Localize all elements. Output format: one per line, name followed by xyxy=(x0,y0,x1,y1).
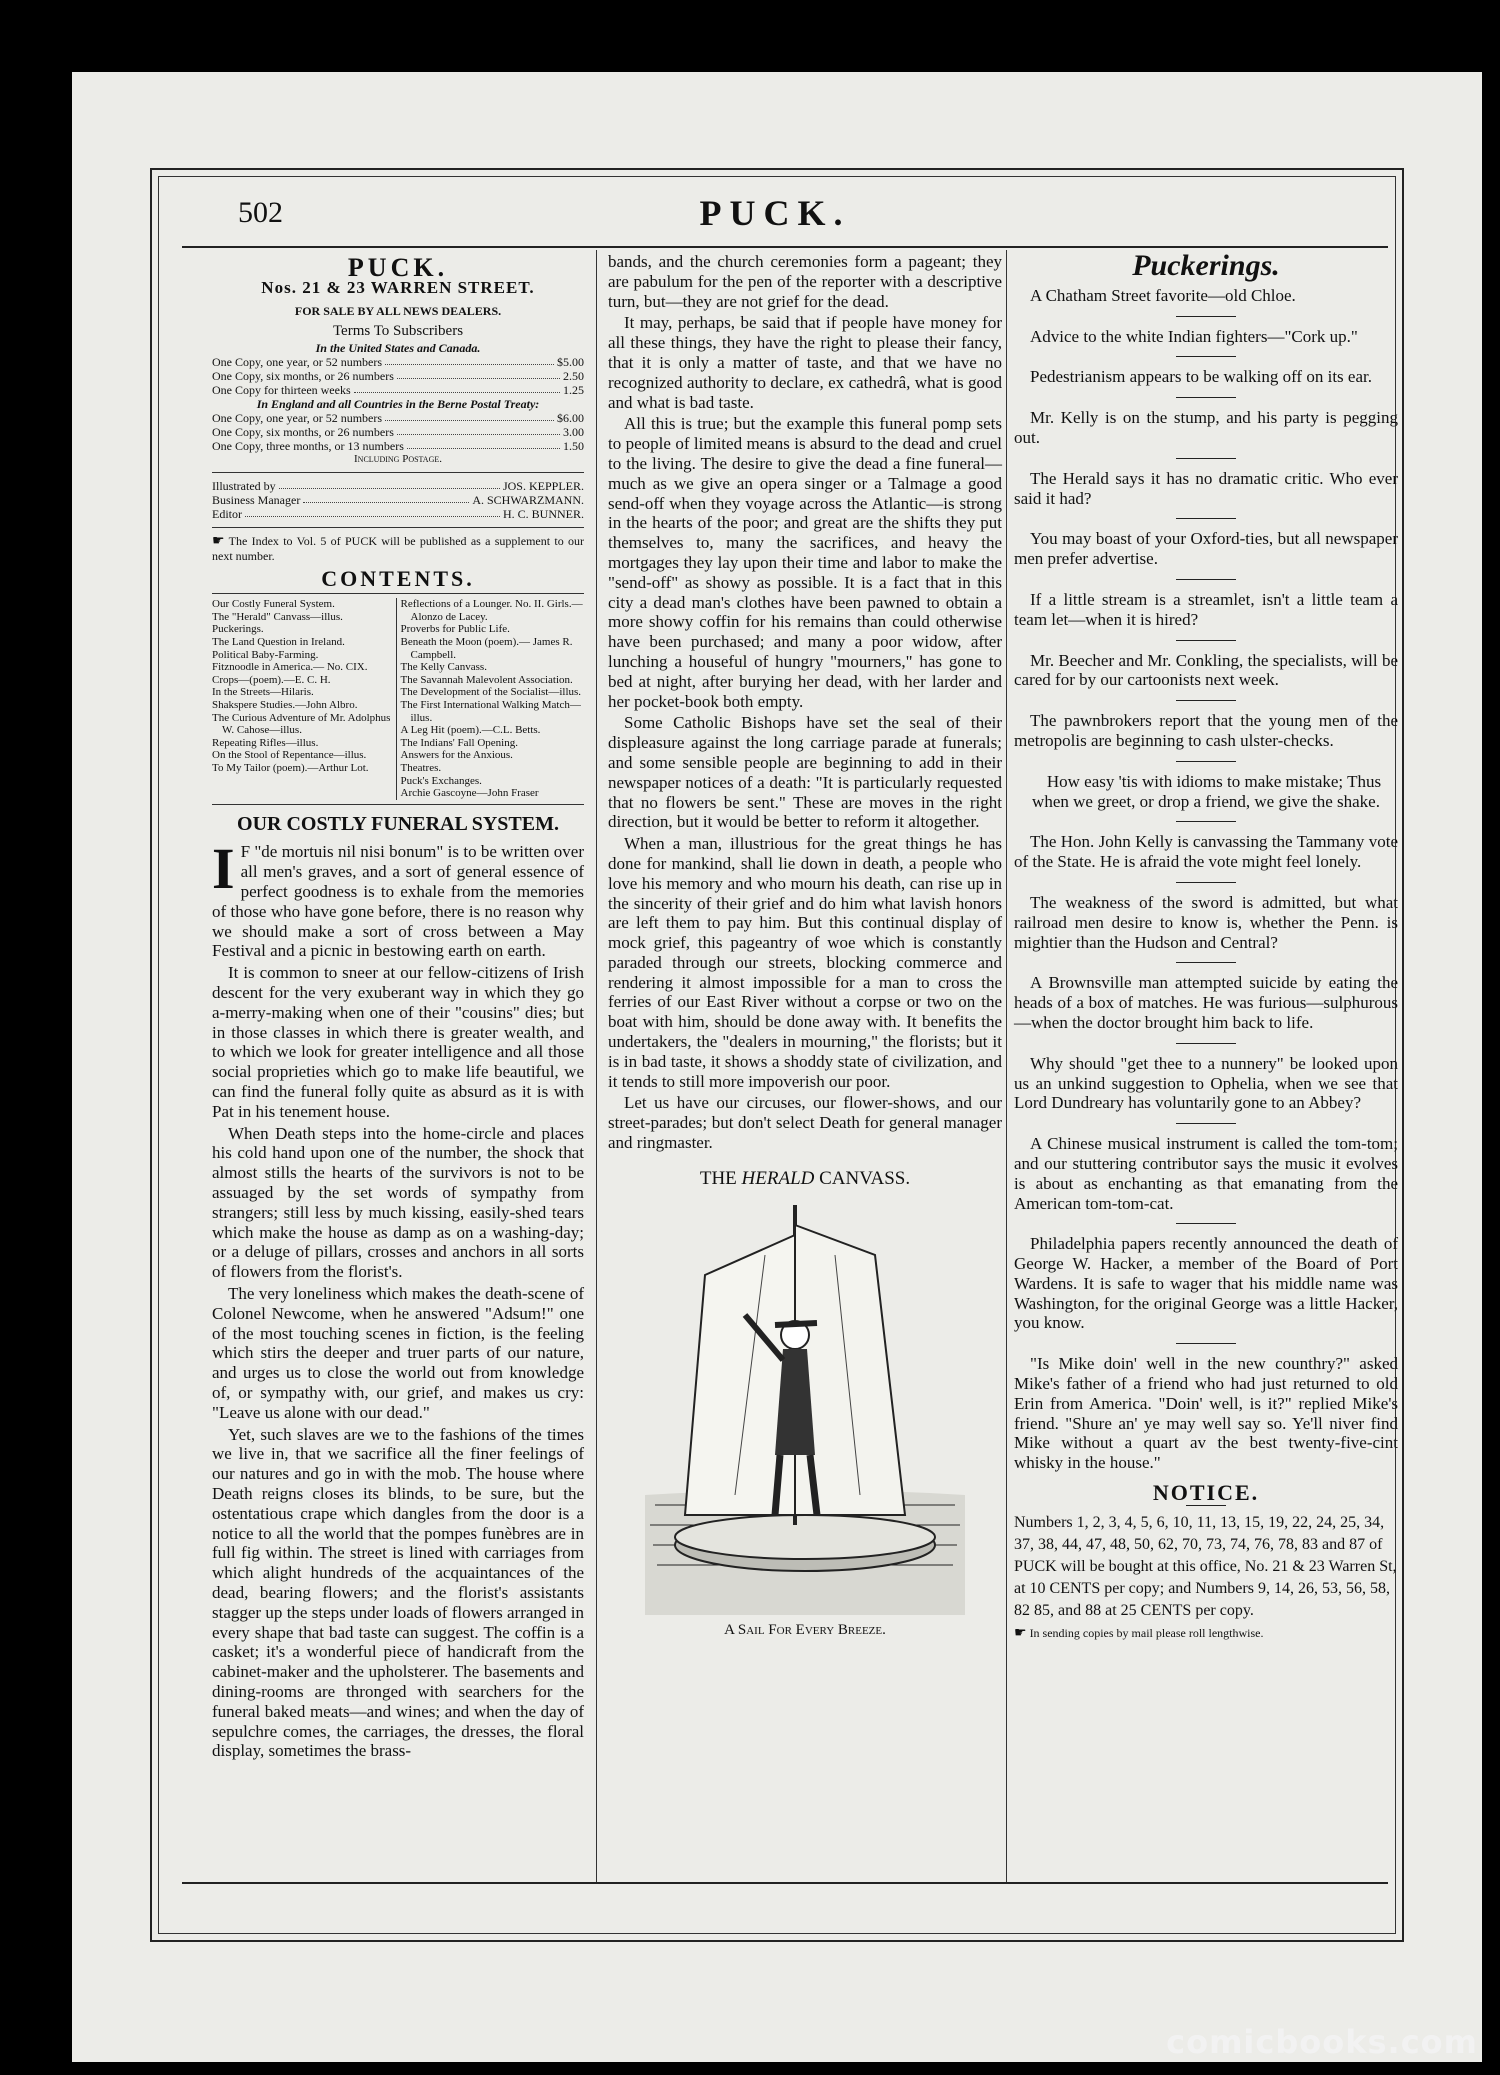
contents-item: The Development of the Socialist—illus. xyxy=(400,686,582,699)
article-paragraph: When Death steps into the home-circle and places his cold hand upon one of the number, the shock that almost stills the hearts of the survivors is not to be assuaged by the set words of sympathy from strangers; still less by much kissing, easily-shed tears which make the house as damp as on a washing-day; or a deluge of pillars, crosses and anchors in all sorts of flowers from the florist's. xyxy=(212,1123,584,1282)
header-rule xyxy=(182,246,1388,248)
row-value: JOS. KEPPLER. xyxy=(502,479,584,494)
puckering-item: If a little stream is a streamlet, isn't a little team a team let—when it is hired? xyxy=(1014,589,1398,629)
article-paragraph: bands, and the church ceremonies form a pageant; they are pabulum for the pen of the reporter with a descriptive turn, but—they are not grief for the dead. xyxy=(608,252,1002,311)
divider xyxy=(1176,1043,1236,1044)
contents-left xyxy=(212,598,396,800)
article-title: OUR COSTLY FUNERAL SYSTEM. xyxy=(237,812,559,835)
contents-right xyxy=(396,598,585,800)
us-price-list xyxy=(212,355,584,397)
divider xyxy=(1186,1505,1226,1506)
contents-title: CONTENTS. xyxy=(321,566,475,592)
divider xyxy=(1176,518,1236,519)
column-2 xyxy=(608,252,1002,1640)
article-paragraph: It may, perhaps, be said that if people have money for all these things, they have the right to please their fancy, that it is only a matter of taste, and that we have no recognized authority to declare, ex cathedrâ, what is good and what is bad taste. xyxy=(608,313,1002,412)
contents-item: In the Streets—Hilaris. xyxy=(212,686,314,699)
terms-heading: Terms To Subscribers xyxy=(332,322,464,339)
contents-item: The Curious Adventure of Mr. Adolphus W. Cahose—illus. xyxy=(212,711,391,737)
article-paragraph: It is common to sneer at our fellow-citizens of Irish descent for the very exuberant way in which they go a-merry-making when one of their "cousins" dies; but in those classes in which there is greater wealth, and to which we look for greater intelligence and all those social proprieties which go to make life beautiful, we can find the funeral folly quite as absurd as it is with Pat in his tenement house. xyxy=(212,963,584,1121)
contents-item: Reflections of a Lounger. No. II. Girls.—Alonzo de Lacey. xyxy=(400,598,583,623)
index-note: ☛ The Index to Vol. 5 of PUCK will be published as a supplement to our next number. xyxy=(212,534,584,564)
contents-item: Fitznoodle in America.— No. CIX. xyxy=(212,661,368,674)
row-value: A. SCHWARZMANN. xyxy=(472,493,584,508)
staff-list xyxy=(212,479,584,521)
divider xyxy=(212,527,584,528)
puckerings-list xyxy=(1014,286,1398,1473)
section-title: Puckerings. xyxy=(1132,249,1280,282)
article-paragraph: Let us have our circuses, our flower-shows, and our street-parades; but don't select Death for general manager and ringmaster. xyxy=(608,1093,1002,1153)
article-paragraph: All this is true; but the example this funeral pomp sets to people of limited means is absurd to the dead and cruel to the living. The desire to give the dead a fine funeral—much as we give an opera singer or a Talmage a good send-off when they voyage across the Atlantic—is strong in the hearts of the poor; and great are the shifts they put themselves to, many the sacrifices, and heavy the mortgages they lay upon their time and labor to make the "send-off" as showy as possible. It is a fact that in this city a dead man's clothes have been pawned to obtain a more showy coffin for his remains than could otherwise have been purchased; and many a poor widow, after lunching a houseful of hungry "mourners," has gone to bed at night, after burying her dead, with her larder and her pocket-book both empty. xyxy=(608,414,1002,711)
divider xyxy=(1176,356,1236,357)
divider xyxy=(1176,1223,1236,1224)
page-number: 502 xyxy=(238,196,283,229)
contents-item: Answers for the Anxious. xyxy=(400,749,513,762)
price-row xyxy=(212,439,584,453)
column-rule-1 xyxy=(596,250,597,1882)
puckering-item: Mr. Kelly is on the stump, and his party is pegging out. xyxy=(1014,408,1398,447)
contents-item: Our Costly Funeral System. xyxy=(212,598,335,611)
contents-item: The Kelly Canvass. xyxy=(400,661,487,674)
divider xyxy=(1176,1343,1236,1344)
puckering-item: Pedestrianism appears to be walking off on its ear. xyxy=(1030,367,1372,387)
puckering-item: The pawnbrokers report that the young men of the metropolis are beginning to cash ulster-checks. xyxy=(1014,711,1398,750)
watermark: comicbooks.com xyxy=(1166,2023,1478,2061)
article-paragraph: Some Catholic Bishops have set the seal of their displeasure against the long carriage parade at funerals; and some sensible people are beginning to add in their newspaper notices of a death: "It is particularly requested that no flowers be sent." These are moves in the right direction, but it would be better to reform it altogether. xyxy=(608,713,1002,832)
price-row xyxy=(212,383,584,397)
row-label: One Copy, three months, or 13 numbers xyxy=(212,439,404,454)
contents-item: Theatres. xyxy=(400,761,442,774)
for-sale: FOR SALE BY ALL NEWS DEALERS. xyxy=(294,303,502,318)
puckering-item: Mr. Beecher and Mr. Conkling, the specialists, will be cared for by our cartoonists next week. xyxy=(1014,650,1398,690)
row-value: H. C. BUNNER. xyxy=(502,507,584,522)
article-paragraph: The very loneliness which makes the death-scene of Colonel Newcome, when he answered "Adsum!" one of the most touching scenes in fiction, is the feeling which stirs the deeper and truer parts of our nature, and urges us to close the world out from knowledge of, or sympathy with, our grief, and makes us cry: "Leave us alone with our dead." xyxy=(212,1284,584,1422)
address: Nos. 21 & 23 WARREN STREET. xyxy=(261,277,535,297)
england-heading: In England and all Countries in the Berne Postal Treaty: xyxy=(256,397,540,412)
divider xyxy=(1176,962,1236,963)
notice-title: NOTICE. xyxy=(1152,1480,1260,1506)
contents-item: The Savannah Malevolent Association. xyxy=(400,673,573,686)
postage-note: Including Postage. xyxy=(354,453,442,466)
puckering-item: Philadelphia papers recently announced the death of George W. Hacker, a member of the Board of Port Wardens. It is safe to wager that his middle name was Washington, for the original George was a little Hacker, you know. xyxy=(1014,1234,1398,1333)
england-price-list xyxy=(212,411,584,453)
contents-item: Proverbs for Public Life. xyxy=(400,623,510,636)
row-label: One Copy for thirteen weeks xyxy=(212,383,351,398)
puckering-item: The Herald says it has no dramatic critic. Who ever said it had? xyxy=(1014,468,1398,508)
price-row xyxy=(212,479,584,493)
pointing-hand-icon: ☛ xyxy=(212,534,225,550)
divider xyxy=(1176,458,1236,459)
masthead: PUCK. xyxy=(699,193,851,233)
column-1 xyxy=(212,252,584,1763)
footer-rule xyxy=(182,1882,1388,1884)
cartoon-illustration xyxy=(645,1195,965,1615)
puckering-item: How easy 'tis with idioms to make mistake; Thus when we greet, or drop a friend, we give the shake. xyxy=(1032,771,1382,811)
contents-table xyxy=(212,593,584,805)
us-canada-heading: In the United States and Canada. xyxy=(315,341,481,356)
price-row xyxy=(212,425,584,439)
page-header xyxy=(170,188,1380,240)
row-value: 2.50 xyxy=(563,369,584,384)
row-label: Illustrated by xyxy=(212,479,276,494)
puckering-item: The Hon. John Kelly is canvassing the Tammany vote of the State. He is afraid the vote might feel lonely. xyxy=(1014,832,1398,872)
row-label: One Copy, six months, or 26 numbers xyxy=(212,425,394,440)
mail-note: ☛ In sending copies by mail please roll lengthwise. xyxy=(1014,1625,1264,1641)
contents-item: Shakspere Studies.—John Albro. xyxy=(212,698,358,711)
divider xyxy=(1176,397,1236,398)
divider xyxy=(1176,761,1236,762)
contents-item: Crops—(poem).—E. C. H. xyxy=(212,673,331,686)
divider xyxy=(1176,316,1236,317)
contents-item: The Land Question in Ireland. xyxy=(212,635,345,648)
drop-cap: I xyxy=(212,836,235,902)
row-value: $5.00 xyxy=(557,355,584,370)
row-value: $6.00 xyxy=(557,411,584,426)
contents-item: Political Baby-Farming. xyxy=(212,648,319,661)
info-title: PUCK. xyxy=(347,253,449,282)
contents-item: Puck's Exchanges. xyxy=(400,774,482,787)
puckering-item: Why should "get thee to a nunnery" be looked upon us an unkind suggestion to Ophelia, when we see that Lord Dundreary has voluntarily gone to an Abbey? xyxy=(1014,1053,1398,1113)
divider xyxy=(1176,821,1236,822)
notice-text: Numbers 1, 2, 3, 4, 5, 6, 10, 11, 13, 15, 19, 22, 24, 25, 34, 37, 38, 44, 47, 48, 50, 62, 70, 73, 74, 76, 78, 83 and 87 of PUCK will be bought at this office, No. 21 & 23 Warren St, at 10 CENTS per copy; and Numbers 9, 14, 26, 53, 56, 58, 82 85, and 88 at 25 CENTS per copy. xyxy=(1014,1513,1397,1619)
divider xyxy=(1176,1123,1236,1124)
divider xyxy=(212,472,584,473)
price-row xyxy=(212,369,584,383)
row-value: 1.50 xyxy=(563,439,584,454)
contents-item: Puckerings. xyxy=(212,623,264,636)
article-paragraph: Yet, such slaves are we to the fashions of the times we live in, that we sacrifice all the finer feelings of our natures and go in with the mob. The house where Death reigns closes its blinds, to be sure, but the ostentatious crape which dangles from the door is a notice to all the world that the pompes funèbres are in full fig within. The street is lined with carriages from which alight hundreds of the acquaintances of the dead, bearing flowers; and the florist's assistants stagger up the steps under loads of flowers arranged in every shape that bad taste can suggest. The coffin is a casket; it's a wonderful piece of handicraft from the cabinet-maker and the upholsterer. The basements and dining-rooms are thronged with searchers for the funeral baked meats—and wines; and when the day of sepulchre comes, the carriages, the dresses, the floral display, sometimes the brass- xyxy=(212,1424,584,1761)
contents-item: Beneath the Moon (poem).— James R. Campbell. xyxy=(400,635,573,661)
price-row xyxy=(212,411,584,425)
puckering-item: "Is Mike doin' well in the new counthry?" asked Mike's father of a friend who had just returned to old Erin from America. "Doin' well, is it?" replied Mike's friend. "Shure an' ye may well say so. Ye'll niver find Mike without a quart av the best twenty-five-cint whisky in the house." xyxy=(1014,1354,1398,1473)
contents-item: The "Herald" Canvass—illus. xyxy=(212,610,343,623)
contents-item: On the Stool of Repentance—illus. xyxy=(212,749,367,762)
divider xyxy=(1176,882,1236,883)
puckering-item: A Chatham Street favorite—old Chloe. xyxy=(1030,285,1296,305)
row-value: 3.00 xyxy=(563,425,584,440)
puckering-item: A Chinese musical instrument is called the tom-tom; and our stuttering contributor says the music it evolves is about as enchanting as that emanating from the American tom-tom-cat. xyxy=(1014,1134,1398,1213)
row-value: 1.25 xyxy=(563,383,584,398)
price-row xyxy=(212,493,584,507)
row-label: One Copy, one year, or 52 numbers xyxy=(212,355,383,370)
divider xyxy=(1176,579,1236,580)
price-row xyxy=(212,355,584,369)
contents-item: The Indians' Fall Opening. xyxy=(400,736,518,749)
puckering-item: The weakness of the sword is admitted, but what railroad men desire to know is, whether the Penn. is mightier than the Hudson and Central? xyxy=(1014,892,1398,952)
price-row xyxy=(212,507,584,521)
row-label: Editor xyxy=(212,507,242,522)
article-paragraph: I F "de mortuis nil nisi bonum" is to be written over all men's graves, and a sort of general essence of perfect goodness is to exhale from the memories of those who have gone before, there is no reason why we should make a sort of cross between a May Festival and a picnic in bestowing earth on earth. xyxy=(212,836,584,961)
cartoon-title: THE HERALD CANVASS. xyxy=(699,1167,911,1189)
contents-item: A Leg Hit (poem).—C.L. Betts. xyxy=(400,724,541,737)
puckering-item: Advice to the white Indian fighters—"Cork up." xyxy=(1030,326,1358,346)
contents-item: Archie Gascoyne—John Fraser xyxy=(400,787,539,800)
column-rule-2 xyxy=(1006,250,1007,1882)
pointing-hand-icon: ☛ xyxy=(1014,1625,1027,1641)
puckering-item: A Brownsville man attempted suicide by eating the heads of a box of matches. He was furious—sulphurous—when the doctor brought him back to life. xyxy=(1014,973,1398,1032)
column-3 xyxy=(1014,249,1398,1641)
row-label: Business Manager xyxy=(212,493,301,508)
contents-item: To My Tailor (poem).—Arthur Lot. xyxy=(212,761,369,774)
contents-item: The First International Walking Match—illus. xyxy=(400,698,581,724)
contents-item: Repeating Rifles—illus. xyxy=(212,736,319,749)
divider xyxy=(1176,640,1236,641)
cartoon-caption: A Sail For Every Breeze. xyxy=(724,1621,886,1638)
divider xyxy=(1176,700,1236,701)
puckering-item: You may boast of your Oxford-ties, but all newspaper men prefer advertise. xyxy=(1014,529,1398,569)
article-paragraph: When a man, illustrious for the great things he has done for mankind, shall lie down in death, a people who love his memory and who mourn his death, can rise up in the sincerity of their grief and do him what lavish honors are left them to pay him. But this continual display of mock grief, this pageantry of woe which is constantly paraded through our streets, blocking commerce and rendering it almost impossible for a man to cross the ferries of our East River without a corpse or two on the boat with him, should be done away with. It benefits the undertakers, the "dealers in mourning," the florists; but it is in bad taste, it shows a shoddy state of civilization, and it tends to still more impoverish our poor. xyxy=(608,834,1002,1091)
row-label: One Copy, one year, or 52 numbers xyxy=(212,411,383,426)
row-label: One Copy, six months, or 26 numbers xyxy=(212,369,394,384)
